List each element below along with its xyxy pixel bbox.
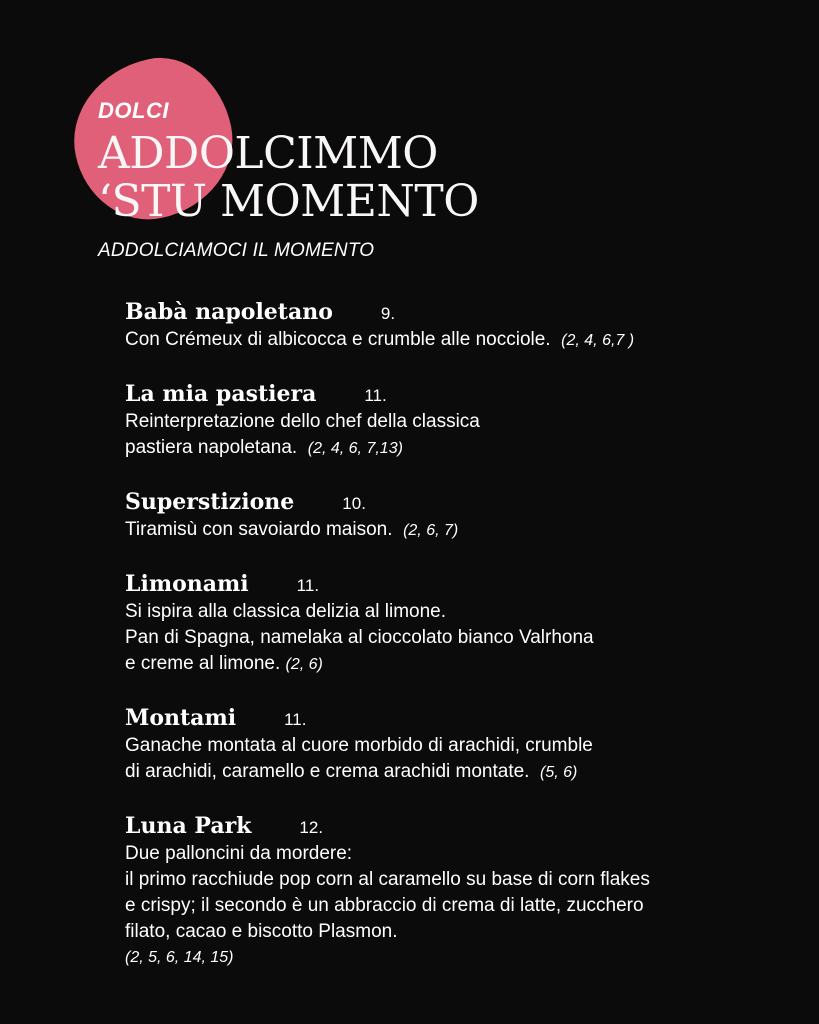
menu-item-name: La mia pastiera (125, 381, 317, 407)
menu-item-header (125, 569, 795, 599)
menu-item (125, 379, 795, 462)
description-text: di arachidi, caramello e crema arachidi montate. (125, 761, 530, 782)
description-text: Con Crémeux di albicocca e crumble alle nocciole. (125, 329, 551, 350)
menu-item-price: 10. (342, 494, 366, 513)
menu-item-price: 11. (364, 386, 387, 405)
menu-item (125, 487, 795, 544)
description-line: Pan di Spagna, namelaka al cioccolato bianco Valrhona (125, 627, 594, 648)
menu-item-description (125, 733, 795, 786)
menu-item-description (125, 599, 795, 678)
description-line: Ganache montata al cuore morbido di arachidi, crumble (125, 735, 593, 756)
menu-item-description (125, 841, 795, 971)
menu-item-description (125, 327, 795, 354)
menu-item-price: 9. (380, 304, 396, 323)
dessert-menu-list (125, 297, 795, 996)
menu-item (125, 703, 795, 786)
menu-item (125, 569, 795, 678)
description-text: pastiera napoletana. (125, 437, 298, 458)
description-line (125, 435, 795, 462)
allergen-codes: (5, 6) (540, 764, 578, 781)
allergen-codes: (2, 4, 6,7 ) (561, 332, 635, 349)
title-line: ADDOLCIMMO (98, 128, 438, 179)
description-line: Reinterpretazione dello chef della classica (125, 411, 480, 432)
menu-item-description (125, 409, 795, 462)
allergen-codes: (2, 6) (285, 656, 323, 673)
description-line (125, 651, 795, 678)
menu-item-description (125, 517, 795, 544)
description-line: e crispy; il secondo è un abbraccio di crema di latte, zucchero (125, 895, 644, 916)
description-line (125, 517, 795, 544)
menu-item-header (125, 379, 795, 409)
menu-item-name: Luna Park (125, 813, 252, 839)
description-text: e creme al limone. (125, 653, 281, 674)
menu-item-price: 11. (296, 576, 320, 595)
menu-item-name: Limonami (125, 571, 249, 597)
menu-item-name: Montami (125, 705, 237, 731)
menu-item-price: 11. (284, 710, 307, 729)
description-line: filato, cacao e biscotto Plasmon. (125, 921, 398, 942)
menu-item-price: 12. (299, 818, 324, 837)
description-line (125, 327, 795, 354)
description-line (125, 759, 795, 786)
description-line: Si ispira alla classica delizia al limone. (125, 601, 447, 622)
page-subtitle: ADDOLCIAMOCI IL MOMENTO (98, 240, 375, 261)
title-line: ‘STU MOMENTO (98, 176, 479, 227)
description-line: il primo racchiude pop corn al caramello su base di corn flakes (125, 869, 650, 890)
menu-item (125, 811, 795, 971)
description-line: Due palloncini da mordere: (125, 843, 353, 864)
menu-item-header (125, 703, 795, 733)
allergen-codes: (2, 4, 6, 7,13) (307, 440, 403, 457)
description-text: Tiramisù con savoiardo maison. (125, 519, 393, 540)
menu-item (125, 297, 795, 354)
menu-item-header (125, 811, 795, 841)
menu-item-name: Superstizione (125, 489, 295, 515)
menu-item-header (125, 297, 795, 327)
allergen-codes: (2, 6, 7) (403, 522, 459, 539)
menu-item-name: Babà napoletano (125, 299, 333, 325)
allergen-codes: (2, 5, 6, 14, 15) (125, 949, 234, 966)
section-label: DOLCI (98, 98, 169, 123)
menu-item-header (125, 487, 795, 517)
page-title (98, 130, 479, 226)
